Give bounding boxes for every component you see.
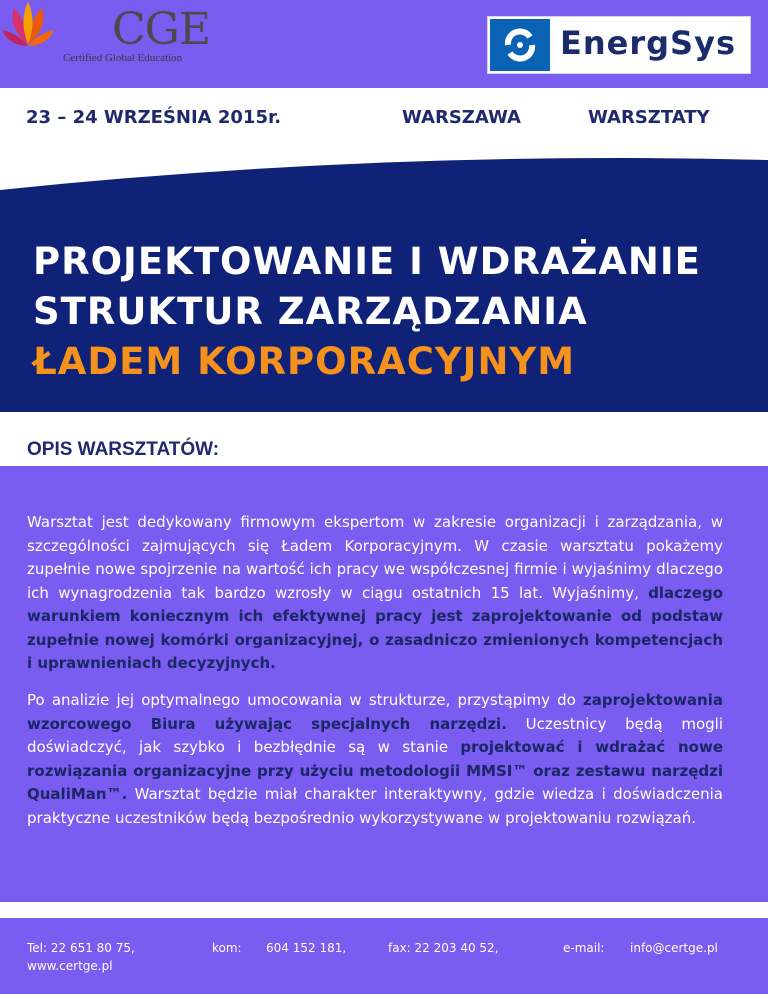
footer-email-label: e-mail: [563,941,605,955]
footer-email-value[interactable]: info@certge.pl [630,941,718,955]
energsys-logo [487,16,751,74]
cge-logo-text: CGE [112,4,210,55]
description-paragraph-2 [27,689,723,830]
footer-fax: fax: 22 203 40 52, [388,941,499,955]
p2-text-c: Uczestnicy będą mogli doświadczyć, jak szybko i bezbłędnie są w stanie [27,714,723,756]
energsys-logo-text: EnergSys [560,24,736,62]
energsys-ring-icon [490,19,550,71]
p2-text-e: Warsztat będzie miał charakter interaktywny, gdzie wiedza i doświadczenia praktyczne uczestników będą bezpośrednio wykorzystywane w projektowaniu rozwiązań. [27,785,723,827]
footer-kom-value: 604 152 181, [266,941,347,955]
hero-title-line3: ŁADEM KORPORACYJNYM [33,340,576,383]
footer-kom-label: kom: [212,941,242,955]
hero-title-line1: PROJEKTOWANIE I WDRAŻANIE [33,240,701,283]
p1-bold-text: dlaczego warunkiem koniecznym ich efektywnej pracy jest zaprojektowanie od podstaw zupełnie nowej komórki organizacyjnej, o zasadniczo zmienionych kompetencjach i uprawnieniach decyzyjnych. [27,583,723,672]
footer-website[interactable]: www.certge.pl [27,959,113,973]
p1-text: Warsztat jest dedykowany firmowym ekspertom w zakresie organizacji i zarządzania, w szczególności zajmujących się Ładem Korporacyjnym. W czasie warsztatu pokażemy zupełnie nowe spojrzenie na wartość ich pracy we współczesnej firmie i wyjaśnimy dlaczego ich wynagrodzenia tak bardzo wzrosły w ciągu ostatnich 15 lat. Wyjaśnimy, [27,513,723,602]
footer-tel: Tel: 22 651 80 75, [27,941,135,955]
p2-text-a: Po analizie jej optymalnego umocowania w strukturze, przystąpimy do [27,691,584,709]
p2-bold-d: projektować i wdrażać nowe rozwiązania organizacyjne przy użyciu metodologii MMSI™ oraz zestawu narzędzi QualiMan™. [27,738,723,803]
event-type: WARSZTATY [588,107,710,128]
event-date: 23 – 24 WRZEŚNIA 2015r. [26,107,282,128]
p2-bold-b: zaprojektowania wzorcowego Biura używając specjalnych narzędzi. [27,691,723,733]
section-heading: OPIS WARSZTATÓW: [27,439,220,460]
footer-band [0,918,768,994]
header-band [0,0,768,88]
event-city: WARSZAWA [402,107,521,128]
energsys-emblem [490,19,550,71]
hero-title-line2: STRUKTUR ZARZĄDZANIA [33,290,588,333]
description-paragraph-1 [27,511,723,676]
cge-tagline: Certified Global Education [63,52,183,64]
